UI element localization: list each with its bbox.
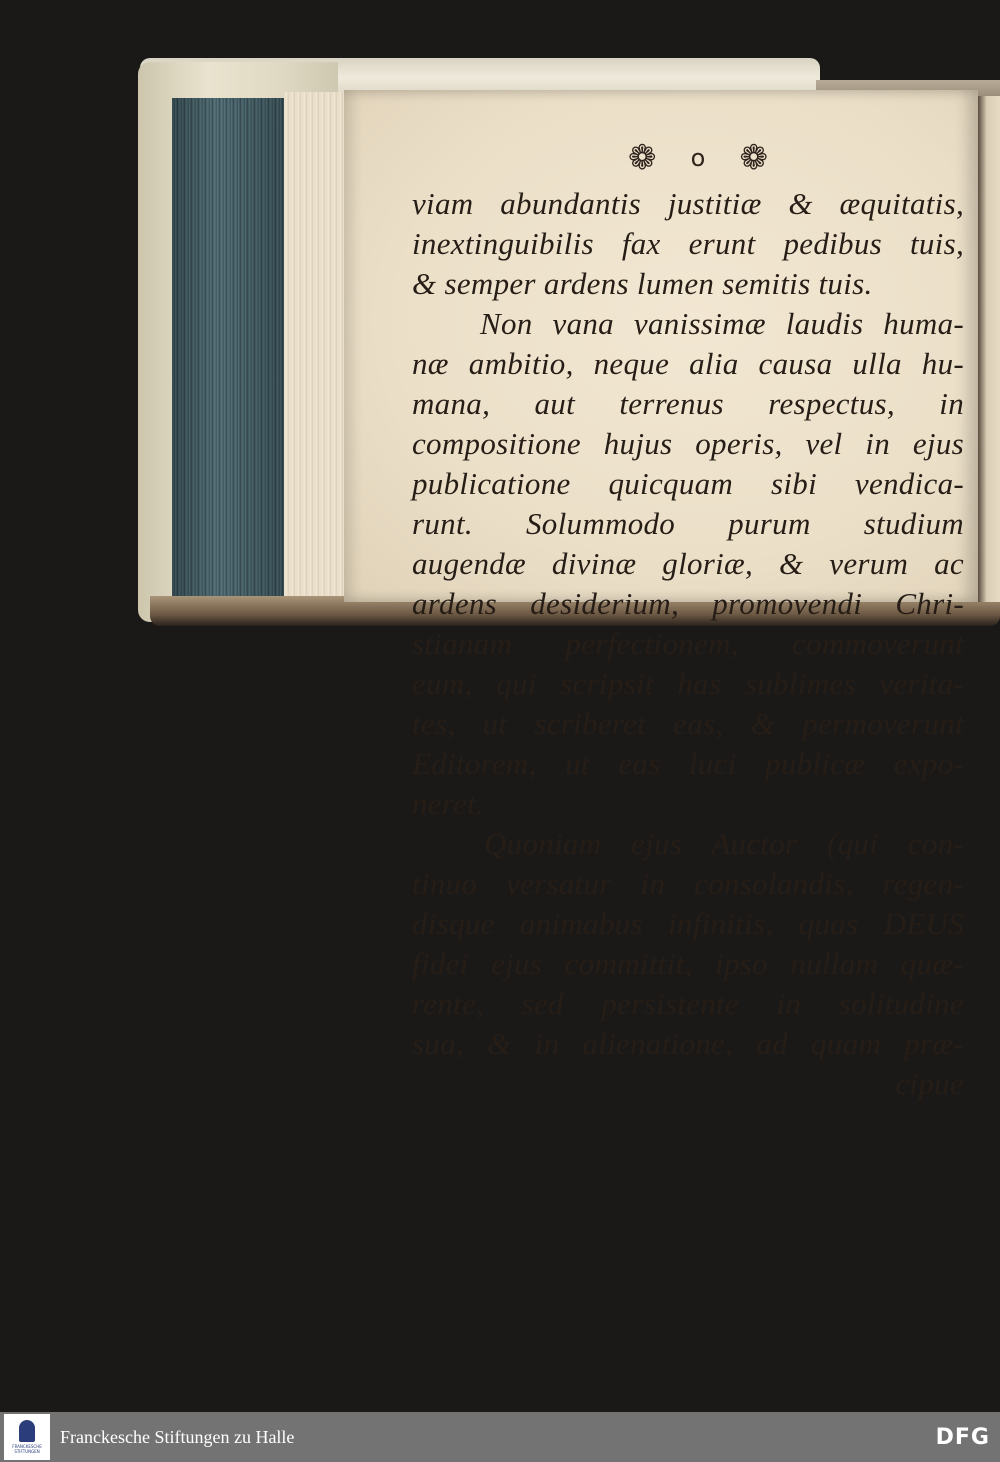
- text-line: & semper ardens lumen semitis tuis.: [412, 266, 873, 301]
- text-line: rente, sed persistente in solitudine: [412, 986, 964, 1021]
- text-line: sua, & in alienatione, ad quam præ-: [412, 1026, 964, 1061]
- institution-name[interactable]: Franckesche Stiftungen zu Halle: [60, 1426, 295, 1447]
- text-line: stianam perfectionem, commoverunt: [412, 626, 964, 661]
- text-line: publicatione quicquam sibi vendica-: [412, 466, 964, 501]
- orphanage-icon: [19, 1420, 35, 1442]
- text-line: runt. Solummodo purum studium: [412, 506, 964, 541]
- text-line: næ ambitio, neque alia causa ulla hu-: [412, 346, 964, 381]
- text-line: eum, qui scripsit has sublimes verita-: [412, 666, 964, 701]
- text-line: Non vana vanissimæ laudis huma-: [480, 306, 964, 341]
- text-line: augendæ divinæ gloriæ, & verum ac: [412, 546, 964, 581]
- text-line: viam abundantis justitiæ & æquitatis,: [412, 186, 964, 221]
- text-line: fidei ejus committit, ipso nullam quæ-: [412, 946, 964, 981]
- text-line: mana, aut terrenus respectus, in: [412, 386, 964, 421]
- page-ornament: [628, 138, 768, 178]
- page-text: [412, 184, 964, 1104]
- viewer-footer: [0, 1412, 1000, 1462]
- ornament-right-icon: ❁: [739, 138, 768, 178]
- text-line: Editorem, ut eas luci publicæ expo-: [412, 746, 964, 781]
- next-page-edge: [978, 96, 1000, 602]
- text-line: inextinguibilis fax erunt pedibus tuis,: [412, 226, 964, 261]
- text-line: disque animabus infinitis, quas DEUS: [412, 906, 964, 941]
- text-line: ardens desiderium, promovendi Chri-: [412, 586, 964, 621]
- text-line: tinuo versatur in consolandis, regen-: [412, 866, 964, 901]
- text-line: tes, ut scriberet eas, & permoverunt: [412, 706, 964, 741]
- text-line: Quoniam ejus Auctor (qui con-: [484, 826, 964, 861]
- text-line: compositione hujus operis, vel in ejus: [412, 426, 964, 461]
- logo-text: FRANCKESCHE STIFTUNGEN: [12, 1444, 42, 1454]
- institution-logo[interactable]: [4, 1414, 50, 1460]
- dfg-logo[interactable]: DFG: [935, 1424, 990, 1450]
- ornament-left-icon: ❁: [628, 138, 657, 178]
- catchword: cipue: [895, 1066, 964, 1101]
- text-line: neret.: [412, 786, 485, 821]
- page-edges-shade: [172, 98, 284, 598]
- ornament-center-icon: o: [690, 144, 706, 172]
